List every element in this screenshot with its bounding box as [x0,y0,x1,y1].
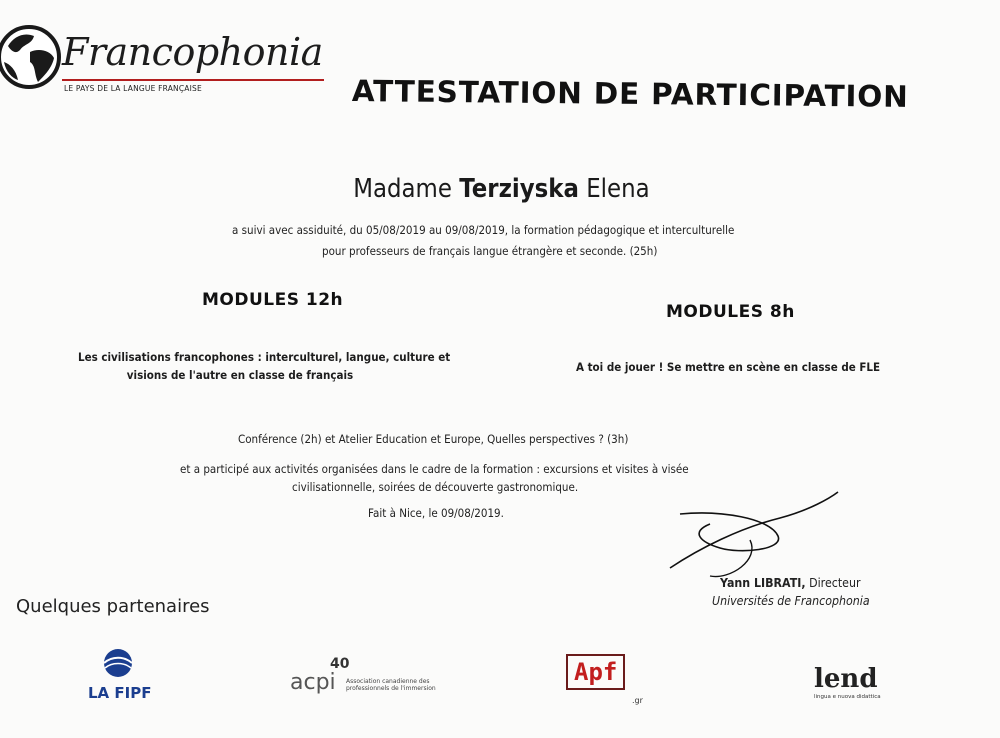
document-title: ATTESTATION DE PARTICIPATION [351,74,909,114]
acpi-badge: 40 [330,656,350,672]
module-heading-12h: MODULES 12h [202,290,344,310]
apf-text: Apf [566,654,625,690]
place-date: Fait à Nice, le 09/08/2019. [368,506,504,520]
signatory-org: Universités de Francophonia [712,594,870,608]
module-8h-desc: A toi de jouer ! Se mettre en scène en classe de FLE [576,360,881,374]
module-12h-desc-line-1: Les civilisations francophones : interculturel, langue, culture et [78,350,451,364]
logo-name: Francophonia [62,30,323,74]
partners-heading: Quelques partenaires [16,596,210,617]
recipient-name [61,174,941,204]
module-heading-8h: MODULES 8h [666,302,795,322]
signatory-line [720,576,860,590]
acpi-sub-2: professionnels de l'immersion [346,685,436,692]
apf-suffix: .gr [632,696,643,705]
intro-line-2: pour professeurs de français langue étrangère et seconde. (25h) [322,244,658,258]
intro-line-1: a suivi avec assiduité, du 05/08/2019 au 09/08/2019, la formation pédagogique et interculturelle [232,223,735,237]
logo-rule [62,79,324,81]
recipient-first-name: Elena [586,174,650,204]
acpi-sub-1: Association canadienne des [346,678,430,685]
lend-sub: lingua e nuova didattica [814,694,881,700]
module-12h-desc-line-2: visions de l'autre en classe de français [126,368,354,382]
logo-tagline: LE PAYS DE LA LANGUE FRANÇAISE [64,84,202,93]
activities-line-2: civilisationnelle, soirées de découverte gastronomique. [292,480,579,494]
conference-line: Conférence (2h) et Atelier Education et Europe, Quelles perspectives ? (3h) [238,432,629,446]
fipf-logo [86,648,156,708]
recipient-last-name: Terziyska [459,174,579,204]
signatory-role: Directeur [809,576,861,590]
acpi-logo [290,656,460,706]
lend-text: lend [814,664,878,694]
apf-logo [566,654,643,705]
lend-logo [814,664,881,700]
fipf-text: LA FIPF [88,684,152,702]
recipient-salutation: Madame [353,174,452,204]
fipf-globe-icon [100,648,136,678]
signatory-name: Yann LIBRATI, [720,576,806,590]
globe-icon [0,22,64,96]
activities-line-1: et a participé aux activités organisées dans le cadre de la formation : excursions et visites à visée [180,462,689,476]
acpi-text: acpi [290,670,336,695]
